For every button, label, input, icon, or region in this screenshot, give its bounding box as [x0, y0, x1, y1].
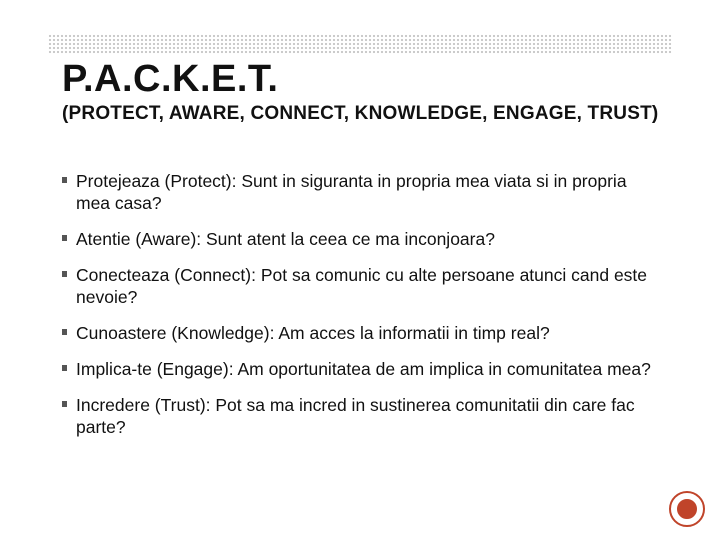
circle-button-icon[interactable]: [669, 491, 705, 527]
bullet-text: Implica-te (Engage): Am oportunitatea de am implica in comunitatea mea?: [76, 359, 651, 379]
bullet-item-trust: [62, 394, 662, 438]
bullet-item-engage: [62, 358, 662, 380]
slide-title-block: [62, 58, 682, 125]
slide-subtitle: (PROTECT, AWARE, CONNECT, KNOWLEDGE, ENGAGE, TRUST): [62, 103, 659, 124]
bullet-square-icon: [62, 401, 67, 407]
bullet-text: Protejeaza (Protect): Sunt in siguranta in propria mea viata si in propria mea casa?: [76, 171, 627, 213]
bullet-item-aware: [62, 228, 662, 250]
bullet-text: Cunoastere (Knowledge): Am acces la informatii in timp real?: [76, 323, 550, 343]
bullet-square-icon: [62, 329, 67, 335]
bullet-square-icon: [62, 177, 67, 183]
dotted-header-stripe: [48, 34, 672, 54]
bullet-list: [62, 170, 662, 452]
bullet-item-protect: [62, 170, 662, 214]
bullet-item-connect: [62, 264, 662, 308]
bullet-square-icon: [62, 271, 67, 277]
bullet-square-icon: [62, 365, 67, 371]
bullet-square-icon: [62, 235, 67, 241]
circle-button-inner: [675, 497, 699, 521]
bullet-text: Conecteaza (Connect): Pot sa comunic cu alte persoane atunci cand este nevoie?: [76, 265, 648, 307]
slide-title: P.A.C.K.E.T.: [62, 58, 279, 100]
bullet-text: Atentie (Aware): Sunt atent la ceea ce ma inconjoara?: [76, 229, 495, 249]
bullet-text: Incredere (Trust): Pot sa ma incred in sustinerea comunitatii din care fac parte?: [76, 395, 635, 437]
bullet-item-knowledge: [62, 322, 662, 344]
